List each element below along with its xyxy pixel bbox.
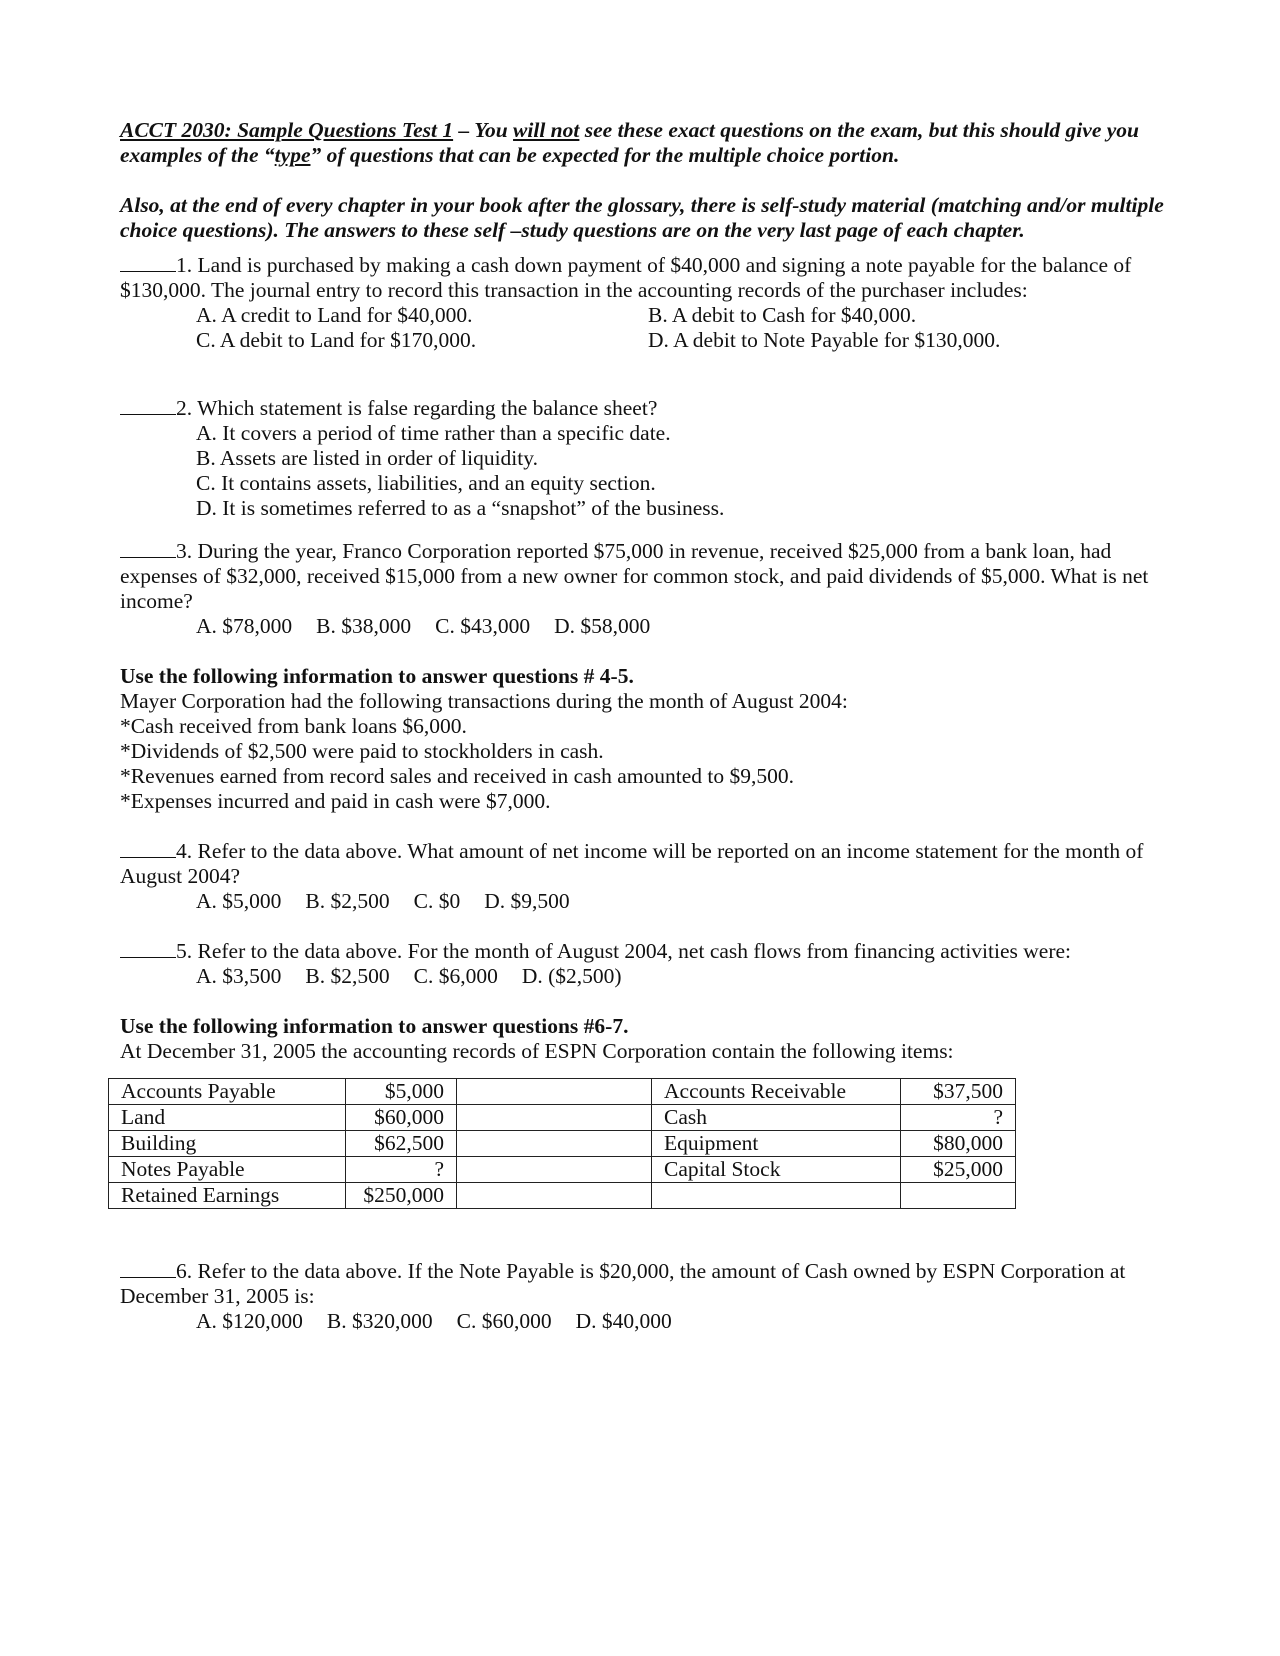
info-item: *Cash received from bank loans $6,000. (120, 714, 467, 738)
option-c: C. $43,000 (435, 614, 531, 638)
info-heading: Use the following information to answer questions #6-7. (120, 1014, 629, 1038)
question-5: 5. Refer to the data above. For the month of August 2004, net cash flows from financing activities were: A. $3,500 B. $2,500 C. $6,000 D. ($2,500) (120, 939, 1170, 989)
info-block-6-7 (120, 1014, 1170, 1209)
answer-blank[interactable] (120, 839, 176, 858)
option-a: A. $120,000 (196, 1309, 303, 1333)
option-b: B. $2,500 (305, 889, 390, 913)
option-a: A. It covers a period of time rather than a specific date. (196, 421, 671, 445)
question-6: 6. Refer to the data above. If the Note Payable is $20,000, the amount of Cash owned by ESPN Corporation at December 31, 2005 is: A. $120,000 B. $320,000 C. $60,000 D. $40,000 (120, 1259, 1126, 1333)
info-intro: Mayer Corporation had the following transactions during the month of August 2004: (120, 689, 848, 713)
table-row: Notes Payable ? Capital Stock $25,000 (109, 1157, 1016, 1183)
option-b: B. $38,000 (316, 614, 412, 638)
info-item: *Revenues earned from record sales and received in cash amounted to $9,500. (120, 764, 795, 788)
option-d: D. A debit to Note Payable for $130,000. (648, 328, 1001, 352)
option-d: D. $58,000 (554, 614, 651, 638)
account-items-table (108, 1078, 1016, 1209)
option-d: D. ($2,500) (521, 964, 622, 988)
question-3: 3. During the year, Franco Corporation reported $75,000 in revenue, received $25,000 from a bank loan, had expenses of $32,000, received $15,000 from a new owner for common stock, and paid dividends of $5,000. What is net income? A. $78,000 B. $38,000 C. $43,000 D. $58,000 (120, 539, 1149, 638)
answer-blank[interactable] (120, 539, 176, 558)
option-b: B. A debit to Cash for $40,000. (648, 303, 917, 327)
option-d: D. $40,000 (575, 1309, 672, 1333)
document-page (120, 118, 1170, 1334)
option-c: C. $0 (413, 889, 461, 913)
document-header: ACCT 2030: Sample Questions Test 1 – You will not see these exact questions on the exam, but this should give you examples of the “type” of questions that can be expected for the multiple choice portion. (120, 118, 1139, 167)
option-b: B. Assets are listed in order of liquidity. (196, 446, 538, 470)
option-a: A. A credit to Land for $40,000. (196, 303, 473, 327)
option-b: B. $2,500 (305, 964, 390, 988)
option-a: A. $3,500 (196, 964, 282, 988)
info-block-4-5 (120, 664, 1170, 814)
option-c: C. $6,000 (413, 964, 498, 988)
option-c: C. It contains assets, liabilities, and an equity section. (196, 471, 656, 495)
option-c: C. A debit to Land for $170,000. (196, 328, 477, 352)
table-row: Accounts Payable $5,000 Accounts Receivable $37,500 (109, 1079, 1016, 1105)
option-c: C. $60,000 (456, 1309, 552, 1333)
table-row: Building $62,500 Equipment $80,000 (109, 1131, 1016, 1157)
question-4: 4. Refer to the data above. What amount of net income will be reported on an income statement for the month of August 2004? A. $5,000 B. $2,500 C. $0 D. $9,500 (120, 839, 1144, 913)
answer-blank[interactable] (120, 396, 176, 415)
info-item: *Expenses incurred and paid in cash were $7,000. (120, 789, 551, 813)
question-1: 1. Land is purchased by making a cash down payment of $40,000 and signing a note payable for the balance of $130,000. The journal entry to record this transaction in the accounting records of the purchaser includes: A. A credit to Land for $40,000. B. A debit to Cash for $40,000. C. A debit to Land for $170,000. D. A debit to Note Payable for $130,000. (120, 253, 1170, 353)
option-b: B. $320,000 (326, 1309, 433, 1333)
answer-blank[interactable] (120, 1259, 176, 1278)
option-d: D. $9,500 (484, 889, 570, 913)
answer-blank[interactable] (120, 253, 176, 272)
option-a: A. $5,000 (196, 889, 282, 913)
info-intro: At December 31, 2005 the accounting records of ESPN Corporation contain the following items: (120, 1039, 954, 1063)
info-heading: Use the following information to answer questions # 4-5. (120, 664, 634, 688)
info-item: *Dividends of $2,500 were paid to stockholders in cash. (120, 739, 604, 763)
question-2: 2. Which statement is false regarding the balance sheet? A. It covers a period of time rather than a specific date. B. Assets are listed in order of liquidity. C. It contains assets, liabilities, and an equity section. D. It is sometimes referred to as a “snapshot” of the business. (120, 396, 1170, 521)
document-title: ACCT 2030: Sample Questions Test 1 (120, 118, 454, 142)
self-study-note: Also, at the end of every chapter in your book after the glossary, there is self-study material (matching and/or multiple choice questions). The answers to these self –study questions are on the very last page of each chapter. (120, 193, 1164, 242)
table-row: Land $60,000 Cash ? (109, 1105, 1016, 1131)
answer-blank[interactable] (120, 939, 176, 958)
option-d: D. It is sometimes referred to as a “snapshot” of the business. (196, 496, 725, 520)
option-a: A. $78,000 (196, 614, 293, 638)
table-row: Retained Earnings $250,000 (109, 1183, 1016, 1209)
